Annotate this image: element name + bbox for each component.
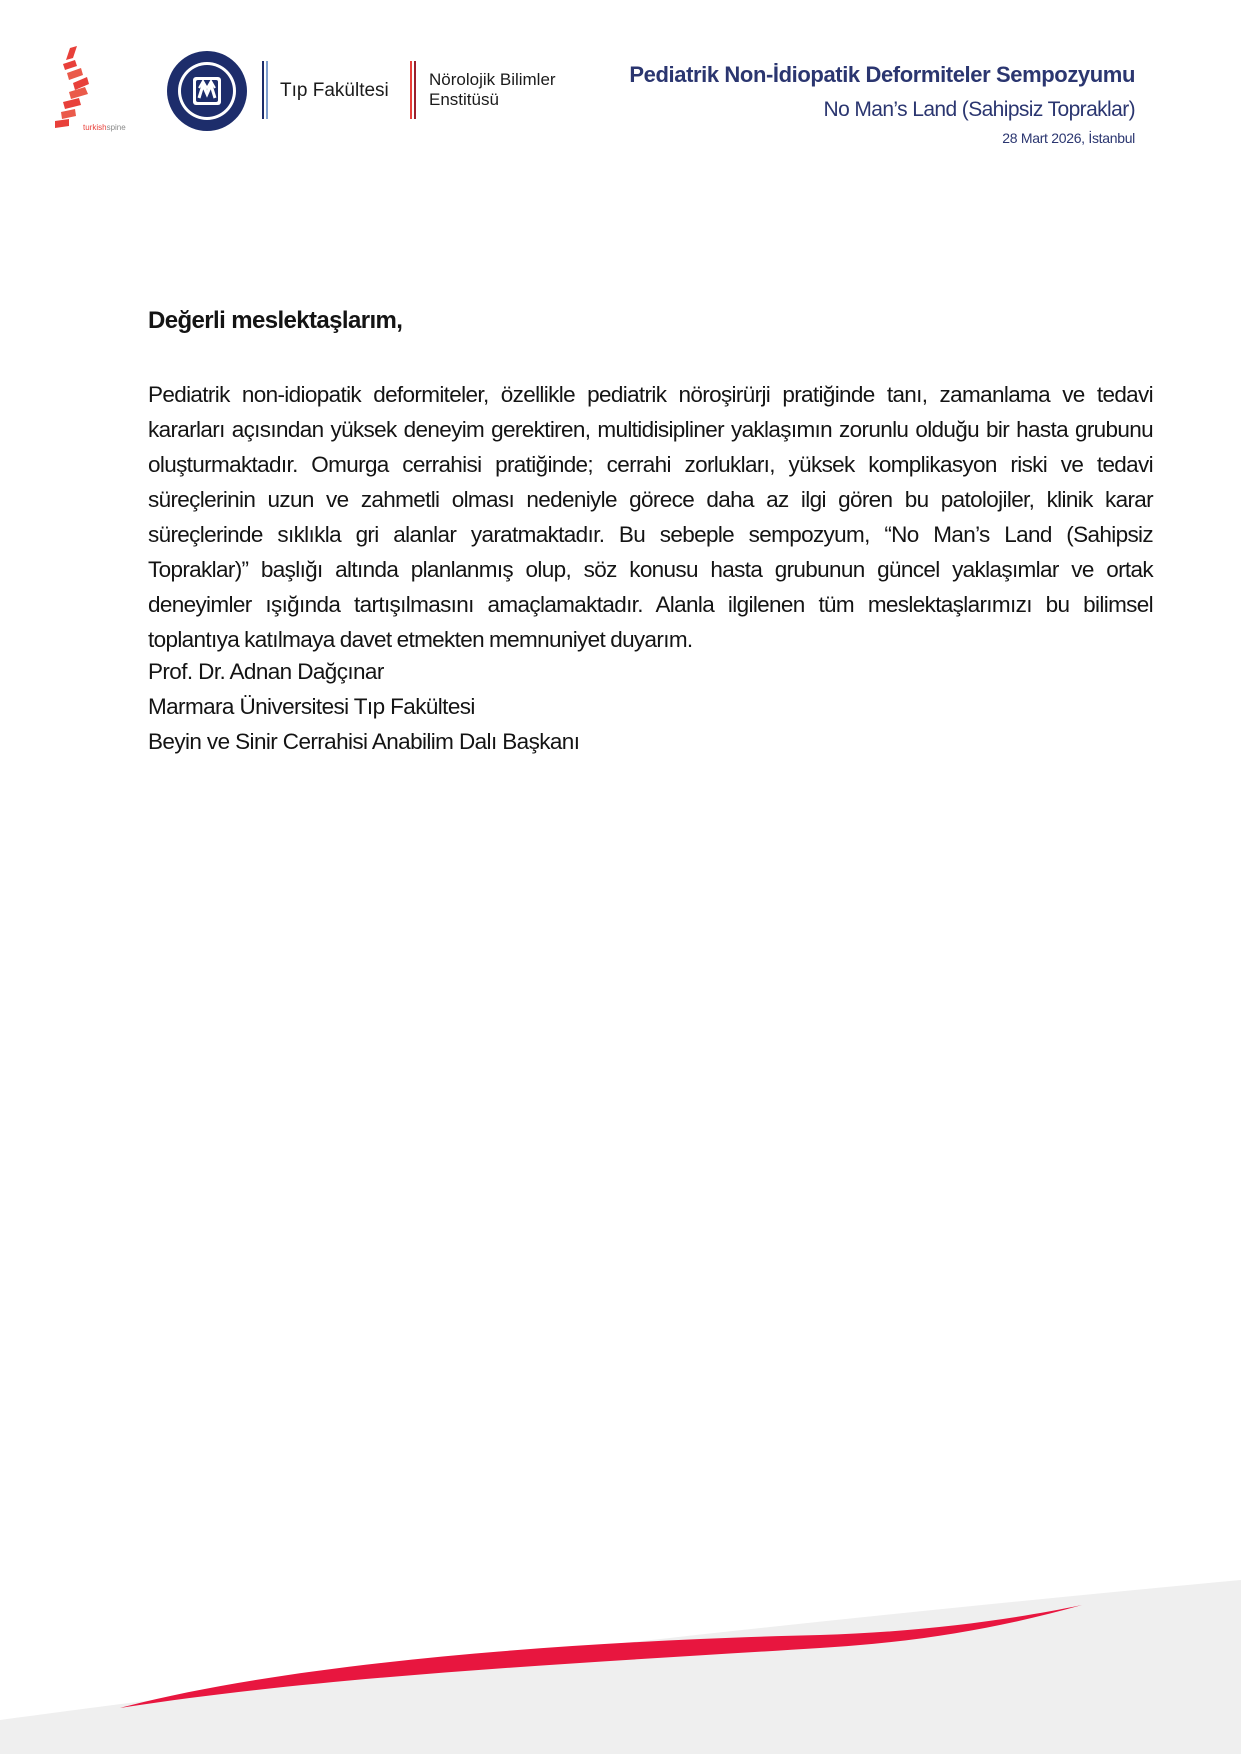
signature-position: Beyin ve Sinir Cerrahisi Anabilim Dalı Başkanı (148, 729, 580, 754)
signature-block (148, 654, 579, 759)
faculty-label: Tıp Fakültesi (280, 80, 389, 101)
turkishspine-logo-text-a: turkish (83, 123, 107, 132)
signature-affiliation: Marmara Üniversitesi Tıp Fakültesi (148, 694, 475, 719)
symposium-subtitle: No Man’s Land (Sahipsiz Topraklar) (823, 98, 1135, 121)
institute-line1: Nörolojik Bilimler (429, 70, 556, 89)
divider-red-light (410, 61, 412, 119)
divider-red-dark (414, 61, 416, 119)
symposium-title: Pediatrik Non-İdiopatik Deformiteler Sempozyumu (629, 62, 1135, 87)
footer-wave-decoration (0, 1570, 1241, 1754)
institute-label (429, 70, 556, 110)
letter-greeting: Değerli meslektaşlarım, (148, 307, 403, 334)
institute-line2: Enstitüsü (429, 90, 499, 109)
divider-blue-dark (262, 61, 264, 119)
turkishspine-logo-text-b: spine (106, 123, 126, 132)
divider-blue-light (266, 61, 268, 119)
symposium-date: 28 Mart 2026, İstanbul (1002, 130, 1135, 146)
marmara-university-seal-icon (166, 50, 248, 132)
signature-name: Prof. Dr. Adnan Dağçınar (148, 659, 384, 684)
turkishspine-logo-text (83, 123, 126, 132)
letter-body: Pediatrik non-idiopatik deformiteler, özellikle pediatrik nöroşirürji pratiğinde tanı, zamanlama ve tedavi kararları açısından yüksek deneyim gerektiren, multidisipliner yaklaşımın zorunlu olduğu bir hasta grubunu oluşturmaktadır. Omurga cerrahisi pratiğinde; cerrahi zorlukları, yüksek komplikasyon riski ve tedavi süreçlerinin uzun ve zahmetli olması nedeniyle görece daha az ilgi gören bu patolojiler, klinik karar süreçlerinde sıklıkla gri alanlar yaratmaktadır. Bu sebeple sempozyum, “No Man’s Land (Sahipsiz Topraklar)” başlığı altında planlanmış olup, söz konusu hasta grubunun güncel yaklaşımlar ve ortak deneyimler ışığında tartışılmasını amaçlamaktadır. Alanla ilgilenen tüm meslektaşlarımızı bu bilimsel toplantıya katılmaya davet etmekten memnuniyet duyarım. (148, 382, 1153, 652)
